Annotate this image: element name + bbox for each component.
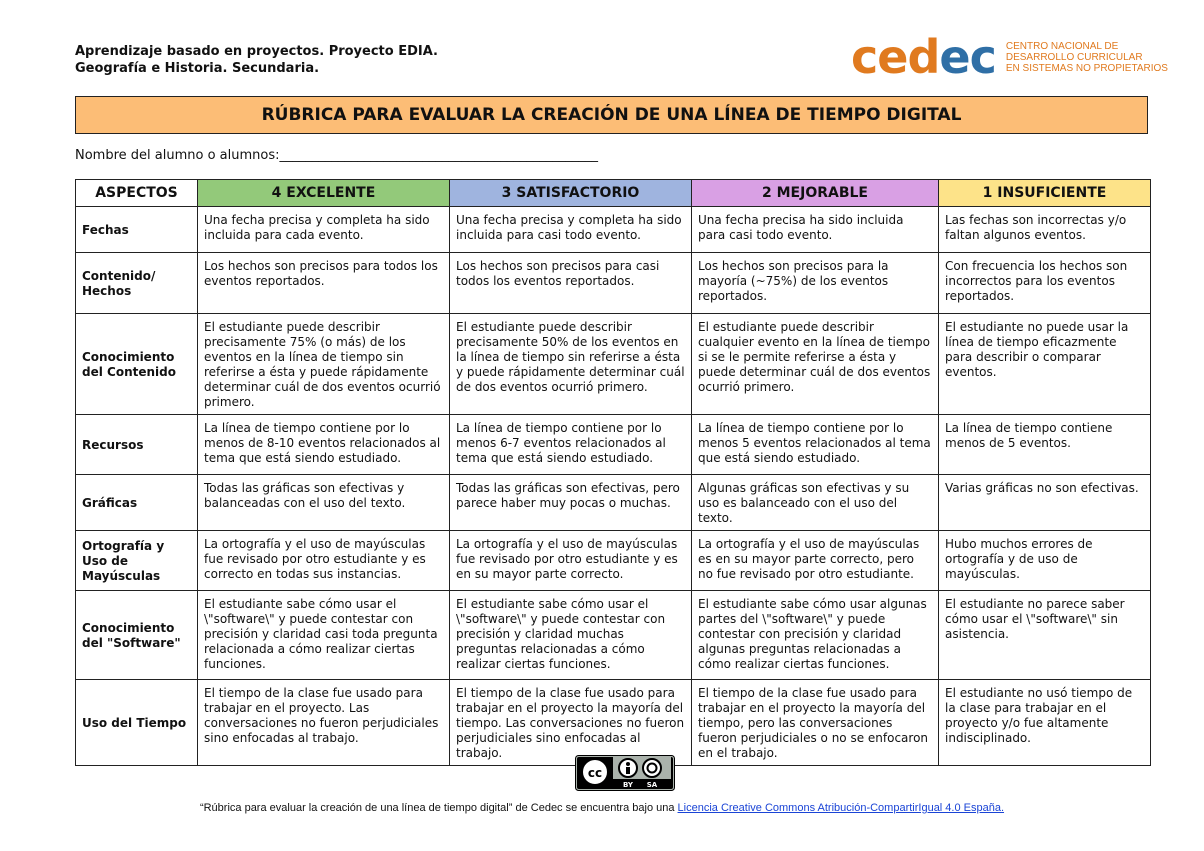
rubric-cell: Una fecha precisa ha sido incluida para casi todo evento.: [692, 207, 939, 253]
rubric-cell: Con frecuencia los hechos son incorrectos para los eventos reportados.: [939, 253, 1151, 314]
rubric-title: RÚBRICA PARA EVALUAR LA CREACIÓN DE UNA LÍNEA DE TIEMPO DIGITAL: [75, 96, 1148, 134]
rubric-cell: El estudiante sabe cómo usar el \"software\" y puede contestar con precisión y claridad casi toda pregunta relacionada a cómo realizar ciertas funciones.: [198, 591, 450, 680]
license-link[interactable]: Licencia Creative Commons Atribución-CompartirIgual 4.0 España.: [677, 802, 1005, 814]
table-row: [76, 680, 1151, 766]
svg-text:BY: BY: [622, 781, 634, 789]
table-row: [76, 531, 1151, 591]
rubric-table: [75, 179, 1151, 766]
aspect-cell: Fechas: [76, 207, 198, 253]
rubric-cell: El tiempo de la clase fue usado para trabajar en el proyecto la mayoría del tiempo. Las conversaciones no fueron perjudiciales sino enfocadas al trabajo.: [450, 680, 692, 766]
rubric-cell: La ortografía y el uso de mayúsculas fue revisado por otro estudiante y es correcto en todas sus instancias.: [198, 531, 450, 591]
rubric-cell: Hubo muchos errores de ortografía y de uso de mayúsculas.: [939, 531, 1151, 591]
rubric-header-row: [76, 180, 1151, 207]
rubric-cell: La ortografía y el uso de mayúsculas es en su mayor parte correcto, pero no fue revisado por otro estudiante.: [692, 531, 939, 591]
table-row: [76, 475, 1151, 531]
table-row: [76, 253, 1151, 314]
document-header: [75, 43, 438, 77]
rubric-cell: Los hechos son precisos para todos los eventos reportados.: [198, 253, 450, 314]
svg-text:cc: cc: [587, 766, 603, 780]
header-satisfactorio: 3 SATISFACTORIO: [450, 180, 692, 207]
rubric-cell: Los hechos son precisos para casi todos los eventos reportados.: [450, 253, 692, 314]
rubric-cell: La línea de tiempo contiene menos de 5 eventos.: [939, 415, 1151, 475]
rubric-cell: El estudiante no puede usar la línea de tiempo eficazmente para describir o comparar eventos.: [939, 314, 1151, 415]
cedec-logo-word: cedec: [851, 30, 996, 84]
rubric-cell: Algunas gráficas son efectivas y su uso es balanceado con el uso del texto.: [692, 475, 939, 531]
header-aspectos: ASPECTOS: [76, 180, 198, 207]
header-excelente: 4 EXCELENTE: [198, 180, 450, 207]
aspect-cell: Gráficas: [76, 475, 198, 531]
cedec-logo-subtitle: CENTRO NACIONAL DE DESARROLLO CURRICULAR EN SISTEMAS NO PROPIETARIOS: [1005, 40, 1168, 74]
rubric-cell: Una fecha precisa y completa ha sido incluida para casi todo evento.: [450, 207, 692, 253]
rubric-cell: Todas las gráficas son efectivas, pero parece haber muy pocas o muchas.: [450, 475, 692, 531]
rubric-cell: Todas las gráficas son efectivas y balanceadas con el uso del texto.: [198, 475, 450, 531]
rubric-cell: Varias gráficas no son efectivas.: [939, 475, 1151, 531]
header-line-1: Aprendizaje basado en proyectos. Proyecto EDIA.: [75, 44, 438, 59]
aspect-cell: Conocimiento del Contenido: [76, 314, 198, 415]
table-row: [76, 415, 1151, 475]
aspect-cell: Uso del Tiempo: [76, 680, 198, 766]
rubric-cell: La línea de tiempo contiene por lo menos de 8-10 eventos relacionados al tema que está siendo estudiado.: [198, 415, 450, 475]
rubric-cell: La línea de tiempo contiene por lo menos 5 eventos relacionados al tema que está siendo estudiado.: [692, 415, 939, 475]
aspect-cell: Contenido/ Hechos: [76, 253, 198, 314]
svg-text:SA: SA: [646, 781, 658, 789]
aspect-cell: Ortografía y Uso de Mayúsculas: [76, 531, 198, 591]
student-name-line: Nombre del alumno o alumnos:_________________________________________________: [75, 148, 598, 163]
header-insuficiente: 1 INSUFICIENTE: [939, 180, 1151, 207]
rubric-cell: La línea de tiempo contiene por lo menos 6-7 eventos relacionados al tema que está siendo estudiado.: [450, 415, 692, 475]
license-text: “Rúbrica para evaluar la creación de una línea de tiempo digital” de Cedec se encuentra bajo una: [199, 802, 678, 814]
rubric-cell: El estudiante puede describir precisamente 75% (o más) de los eventos en la línea de tiempo sin referirse a ésta y puede rápidamente determinar cuál de dos eventos ocurrió primero.: [198, 314, 450, 415]
table-row: [76, 591, 1151, 680]
rubric-cell: El tiempo de la clase fue usado para trabajar en el proyecto la mayoría del tiempo, pero las conversaciones fueron perjudiciales o no se enfocaron en el trabajo.: [692, 680, 939, 766]
rubric-cell: Las fechas son incorrectas y/o faltan algunos eventos.: [939, 207, 1151, 253]
rubric-cell: El estudiante no usó tiempo de la clase para trabajar en el proyecto y/o fue altamente indisciplinado.: [939, 680, 1151, 766]
header-mejorable: 2 MEJORABLE: [692, 180, 939, 207]
rubric-cell: El tiempo de la clase fue usado para trabajar en el proyecto. Las conversaciones no fueron perjudiciales sino enfocadas al trabajo.: [198, 680, 450, 766]
header-line-2: Geografía e Historia. Secundaria.: [75, 61, 320, 76]
rubric-cell: Una fecha precisa y completa ha sido incluida para cada evento.: [198, 207, 450, 253]
cc-by-sa-icon: [575, 755, 675, 791]
cc-license-badge[interactable]: [575, 755, 675, 795]
rubric-cell: Los hechos son precisos para la mayoría (~75%) de los eventos reportados.: [692, 253, 939, 314]
rubric-cell: El estudiante sabe cómo usar algunas partes del \"software\" y puede contestar con precisión y claridad algunas preguntas relacionadas a cómo realizar ciertas funciones.: [692, 591, 939, 680]
table-row: [76, 207, 1151, 253]
aspect-cell: Recursos: [76, 415, 198, 475]
cedec-logo: [851, 30, 1168, 84]
rubric-cell: La ortografía y el uso de mayúsculas fue revisado por otro estudiante y es en su mayor parte correcto.: [450, 531, 692, 591]
table-row: [76, 314, 1151, 415]
rubric-cell: El estudiante puede describir cualquier evento en la línea de tiempo si se le permite referirse a ésta y puede determinar cuál de dos eventos ocurrió primero.: [692, 314, 939, 415]
rubric-cell: El estudiante puede describir precisamente 50% de los eventos en la línea de tiempo sin referirse a ésta y puede rápidamente determinar cuál de dos eventos ocurrió primero.: [450, 314, 692, 415]
rubric-cell: El estudiante no parece saber cómo usar el \"software\" sin asistencia.: [939, 591, 1151, 680]
aspect-cell: Conocimiento del "Software": [76, 591, 198, 680]
license-footer: [0, 802, 1204, 814]
rubric-cell: El estudiante sabe cómo usar el \"software\" y puede contestar con precisión y claridad muchas preguntas relacionadas a cómo realizar ciertas funciones.: [450, 591, 692, 680]
